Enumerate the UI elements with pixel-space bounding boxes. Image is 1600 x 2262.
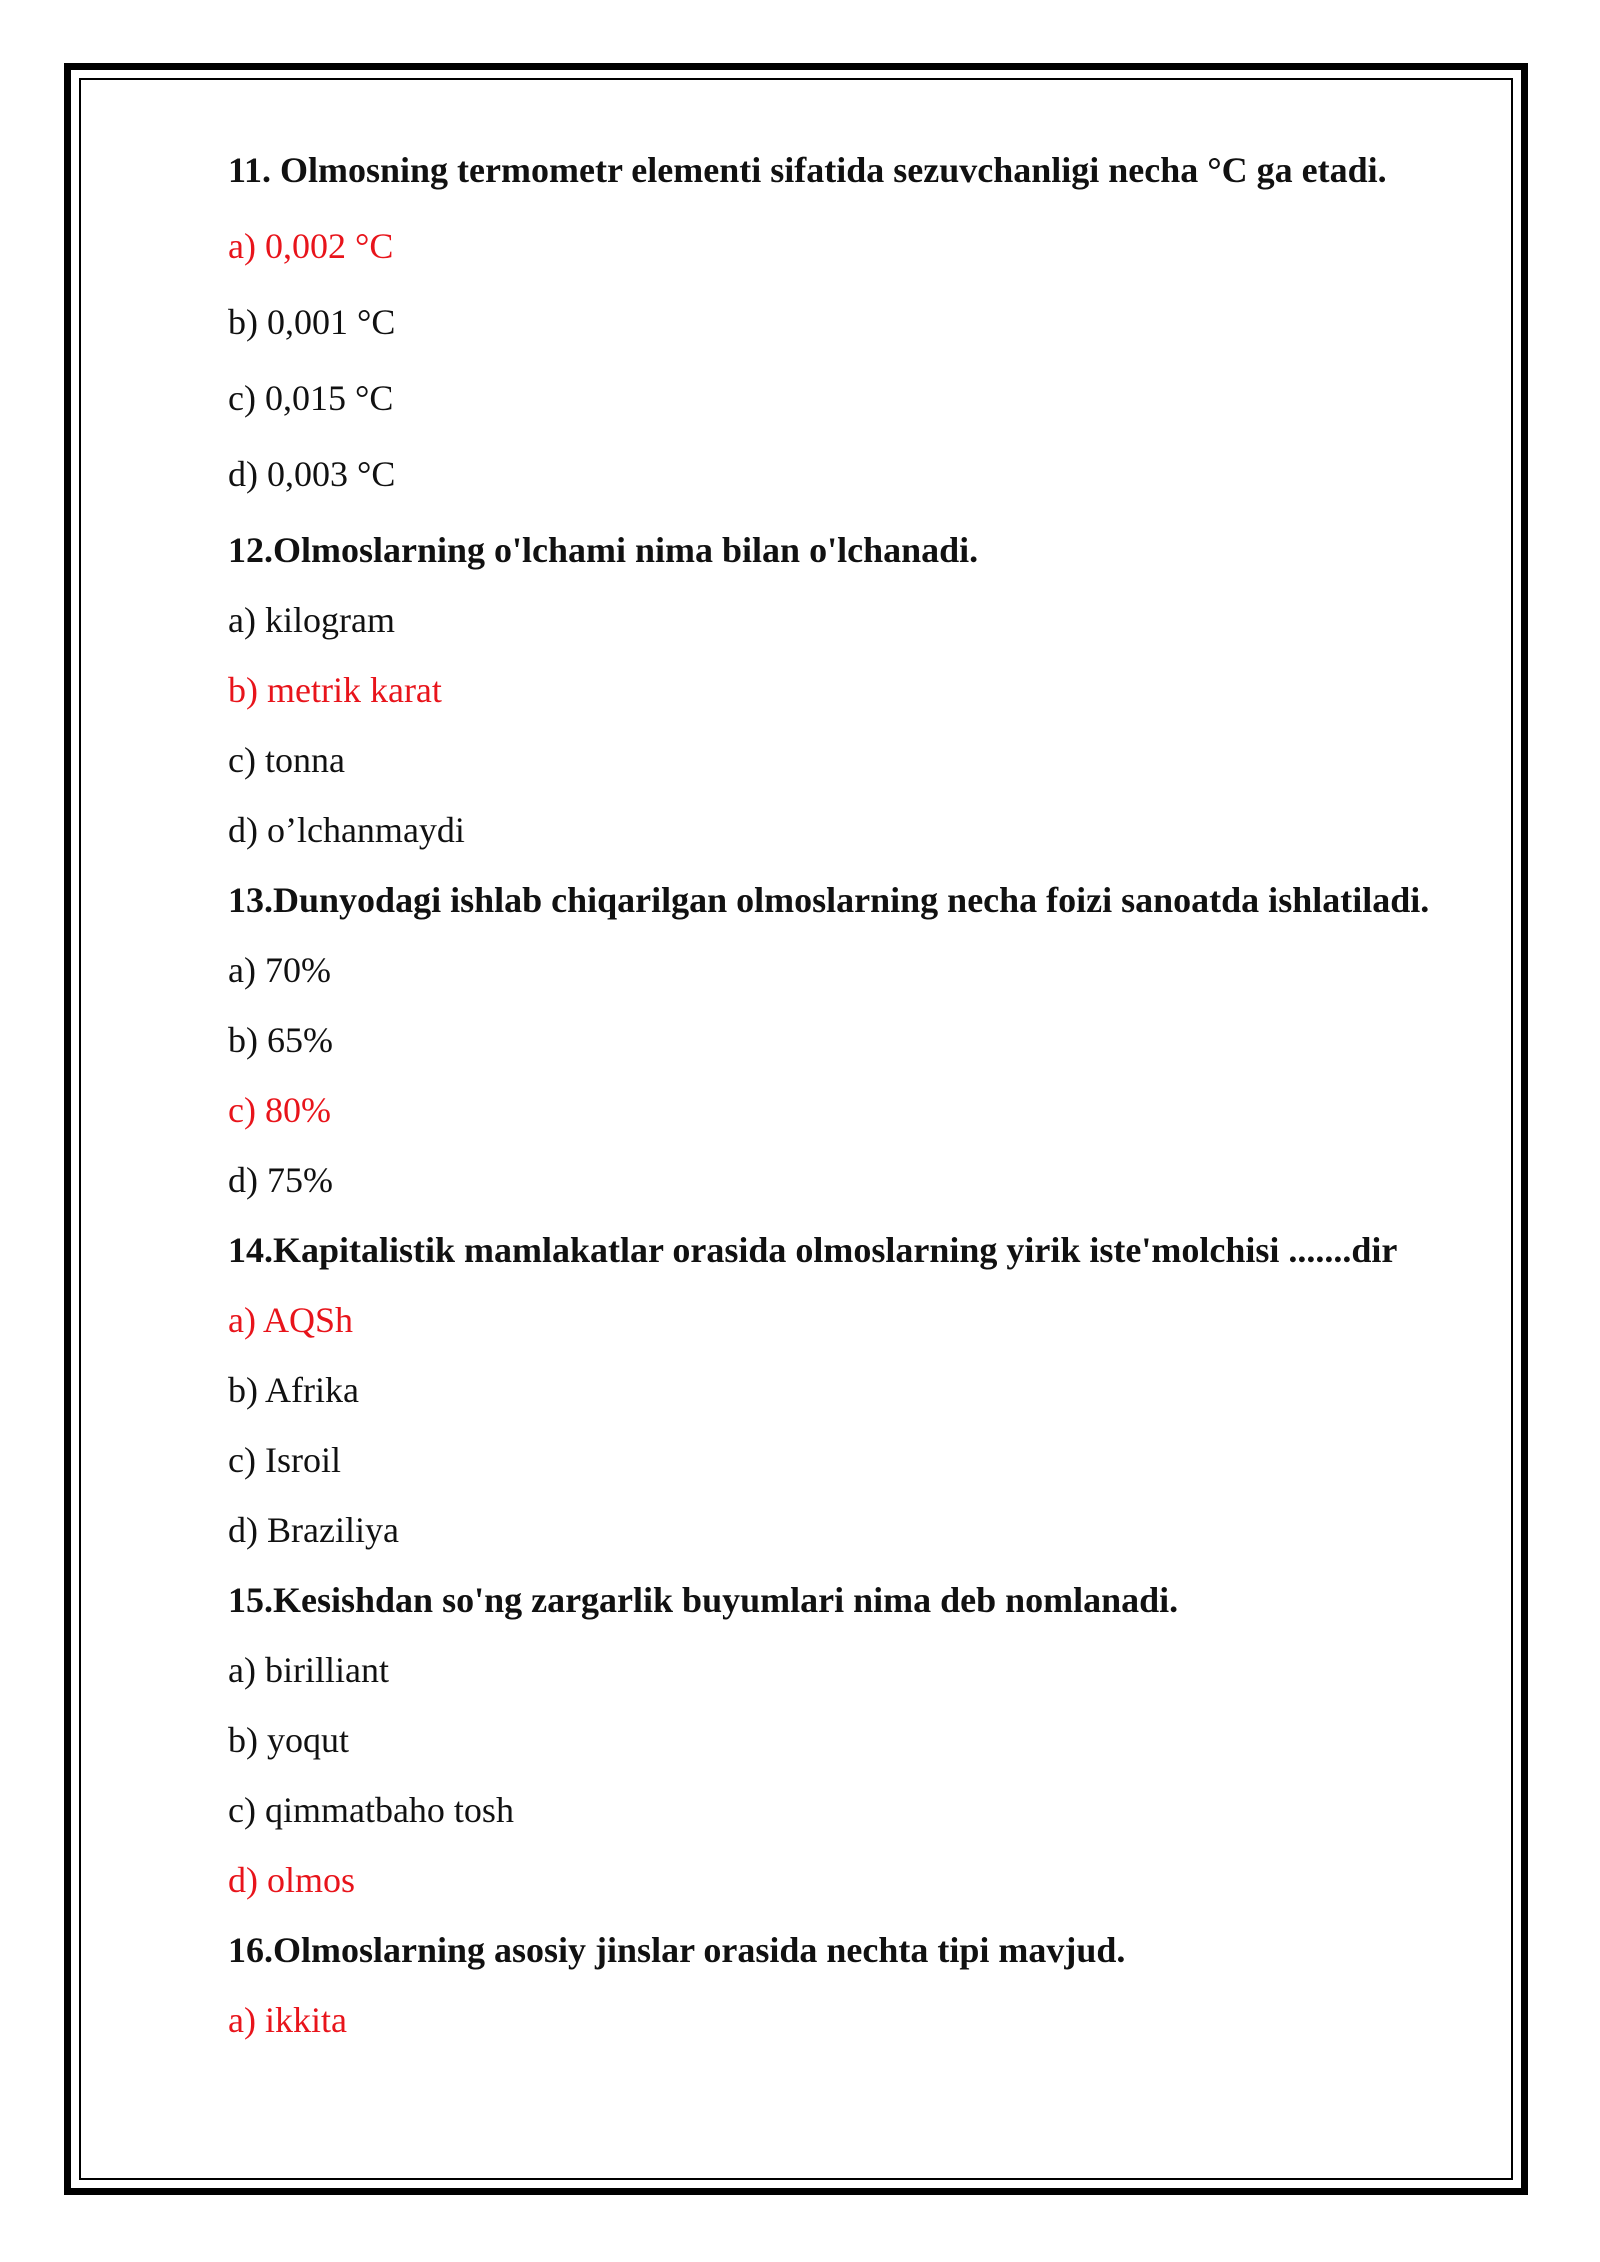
option-answer: d) olmos: [228, 1860, 356, 1900]
option-answer: d) 0,003 °C: [228, 454, 396, 494]
quiz-content: [228, 148, 1508, 2068]
question-block-16: [228, 1928, 1508, 2042]
option-answer: c) tonna: [228, 740, 345, 780]
option-answer: b) yoqut: [228, 1720, 349, 1760]
option-answer: b) 65%: [228, 1020, 333, 1060]
option-answer: a) ikkita: [228, 2000, 347, 2040]
option-answer: c) qimmatbaho tosh: [228, 1790, 514, 1830]
option-answer: d) o’lchanmaydi: [228, 810, 465, 850]
option-answer: b) Afrika: [228, 1370, 359, 1410]
option-answer: c) Isroil: [228, 1440, 341, 1480]
option-answer: a) 70%: [228, 950, 331, 990]
option-answer: a) 0,002 °C: [228, 226, 394, 266]
option-answer: c) 80%: [228, 1090, 331, 1130]
option-answer: b) 0,001 °C: [228, 302, 396, 342]
question-block-13: [228, 878, 1508, 1202]
option-answer: d) 75%: [228, 1160, 333, 1200]
question-block-11: [228, 148, 1508, 496]
question-block-12: [228, 528, 1508, 852]
question-block-15: [228, 1578, 1508, 1902]
question-text: 13.Dunyodagi ishlab chiqarilgan olmoslarning necha foizi sanoatda ishlatiladi.: [228, 880, 1430, 920]
question-text: 11. Olmosning termometr elementi sifatida sezuvchanligi necha °C ga etadi.: [228, 150, 1387, 190]
option-answer: c) 0,015 °C: [228, 378, 394, 418]
option-answer: a) kilogram: [228, 600, 395, 640]
option-answer: d) Braziliya: [228, 1510, 399, 1550]
question-text: 12.Olmoslarning o'lchami nima bilan o'lchanadi.: [228, 530, 979, 570]
question-text: 14.Kapitalistik mamlakatlar orasida olmoslarning yirik iste'molchisi .......dir: [228, 1230, 1398, 1270]
option-answer: a) AQSh: [228, 1300, 353, 1340]
option-answer: b) metrik karat: [228, 670, 442, 710]
question-text: 15.Kesishdan so'ng zargarlik buyumlari nima deb nomlanadi.: [228, 1580, 1179, 1620]
question-text: 16.Olmoslarning asosiy jinslar orasida nechta tipi mavjud.: [228, 1930, 1126, 1970]
question-block-14: [228, 1228, 1508, 1552]
option-answer: a) birilliant: [228, 1650, 389, 1690]
